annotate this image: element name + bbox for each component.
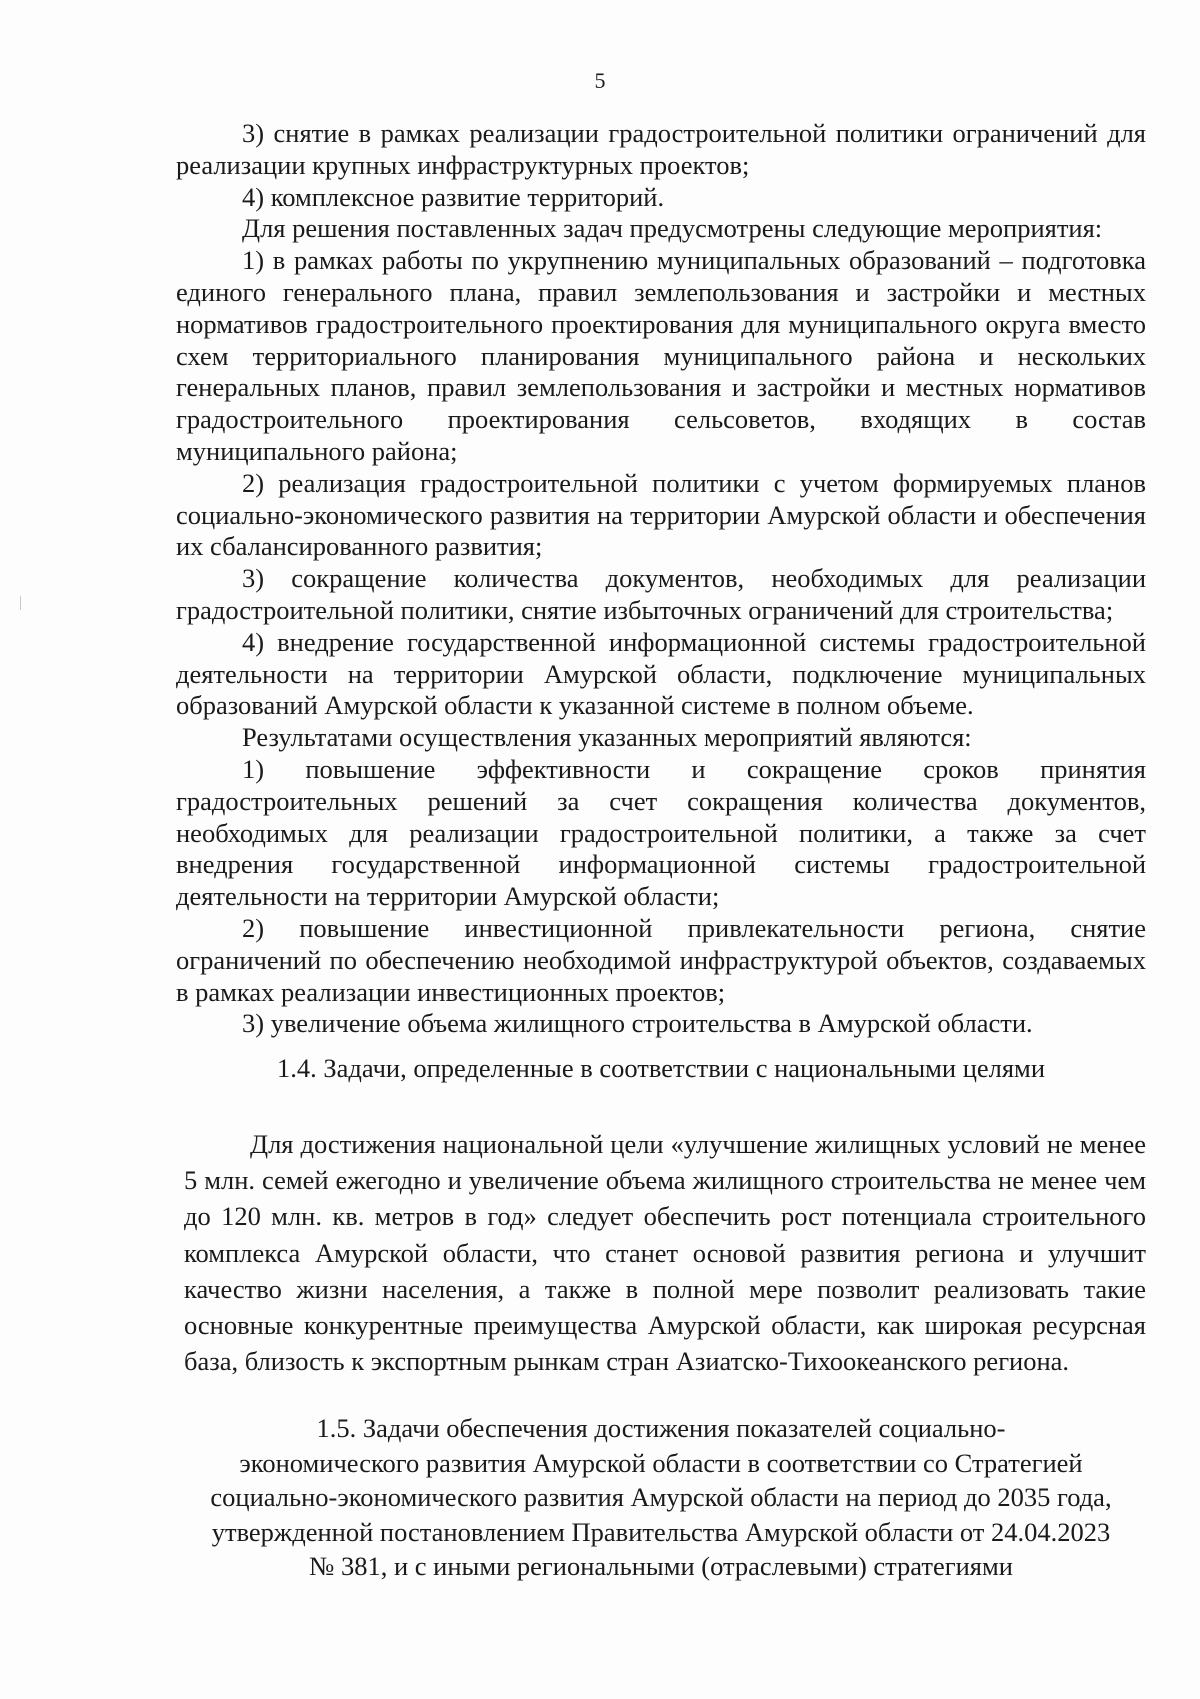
section-heading-1-5: [176, 1411, 1146, 1584]
paragraph-result-2: 2) повышение инвестиционной привлекательности региона, снятие ограничений по обеспечению необходимой инфраструктурой объектов, создаваемых в рамках реализации инвестиционных проектов;: [176, 912, 1146, 1007]
paragraph-task-3: 3) снятие в рамках реализации градостроительной политики ограничений для реализации крупных инфраструктурных проектов;: [176, 118, 1146, 180]
margin-mark: [20, 596, 21, 610]
body-text: [176, 118, 1146, 1040]
section-heading-1-4: 1.4. Задачи, определенные в соответствии с национальными целями: [276, 1053, 1046, 1083]
paragraph-measure-4: 4) внедрение государственной информационной системы градостроительной деятельности на территории Амурской области, подключение муниципальных образований Амурской области к указанной системе в полном объеме.: [176, 626, 1146, 721]
heading-1-5-line: № 381, и с иными региональными (отраслевыми) стратегиями: [309, 1551, 1013, 1581]
paragraph-results-intro: Результатами осуществления указанных мероприятий являются:: [242, 722, 972, 753]
heading-1-5-line: утвержденной постановлением Правительства Амурской области от 24.04.2023: [211, 1516, 1111, 1547]
paragraph-measure-3: 3) сокращение количества документов, необходимых для реализации градостроительной политики, снятие избыточных ограничений для строительства;: [176, 563, 1146, 625]
paragraph-task-4: 4) комплексное развитие территорий.: [242, 181, 665, 212]
paragraph-measure-1: 1) в рамках работы по укрупнению муниципальных образований – подготовка единого генерального плана, правил землепользования и застройки и местных нормативов градостроительного проектирования для муниципального округа вместо схем территориального планирования муниципального района и нескольких генеральных планов, правил землепользования и застройки и местных нормативов градостроительного проектирования сельсоветов, входящих в состав муниципального района;: [176, 245, 1146, 466]
paragraph-result-3: 3) увеличение объема жилищного строительства в Амурской области.: [242, 1008, 1033, 1039]
heading-1-5-line: социально-экономического развития Амурской области на период до 2035 года,: [210, 1482, 1112, 1512]
paragraph-measures-intro: Для решения поставленных задач предусмотрены следующие мероприятия:: [242, 213, 1103, 244]
section-1-4-text: Для достижения национальной цели «улучшение жилищных условий не менее 5 млн. семей ежегодно и увеличение объема жилищного строительства не менее чем до 120 млн. кв. метров в год» следует обеспечить рост потенциала строительного комплекса Амурской области, что станет основой развития региона и улучшит качество жизни населения, а также в полной мере позволит реализовать такие основные конкурентные преимущества Амурской области, как широкая ресурсная база, близость к экспортным рынкам стран Азиатско-Тихоокеанского региона.: [184, 1129, 1146, 1377]
paragraph-result-1: 1) повышение эффективности и сокращение сроков принятия градостроительных решений за счет сокращения количества документов, необходимых для реализации градостроительной политики, а также за счет внедрения государственной информационной системы градостроительной деятельности на территории Амурской области;: [176, 753, 1146, 912]
page-number: 5: [594, 68, 606, 93]
heading-1-5-line: 1.5. Задачи обеспечения достижения показателей социально-: [316, 1413, 1006, 1443]
paragraph-measure-2: 2) реализация градостроительной политики с учетом формируемых планов социально-экономического развития на территории Амурской области и обеспечения их сбалансированного развития;: [176, 467, 1146, 562]
heading-1-5-line: экономического развития Амурской области в соответствии со Стратегией: [239, 1447, 1083, 1478]
